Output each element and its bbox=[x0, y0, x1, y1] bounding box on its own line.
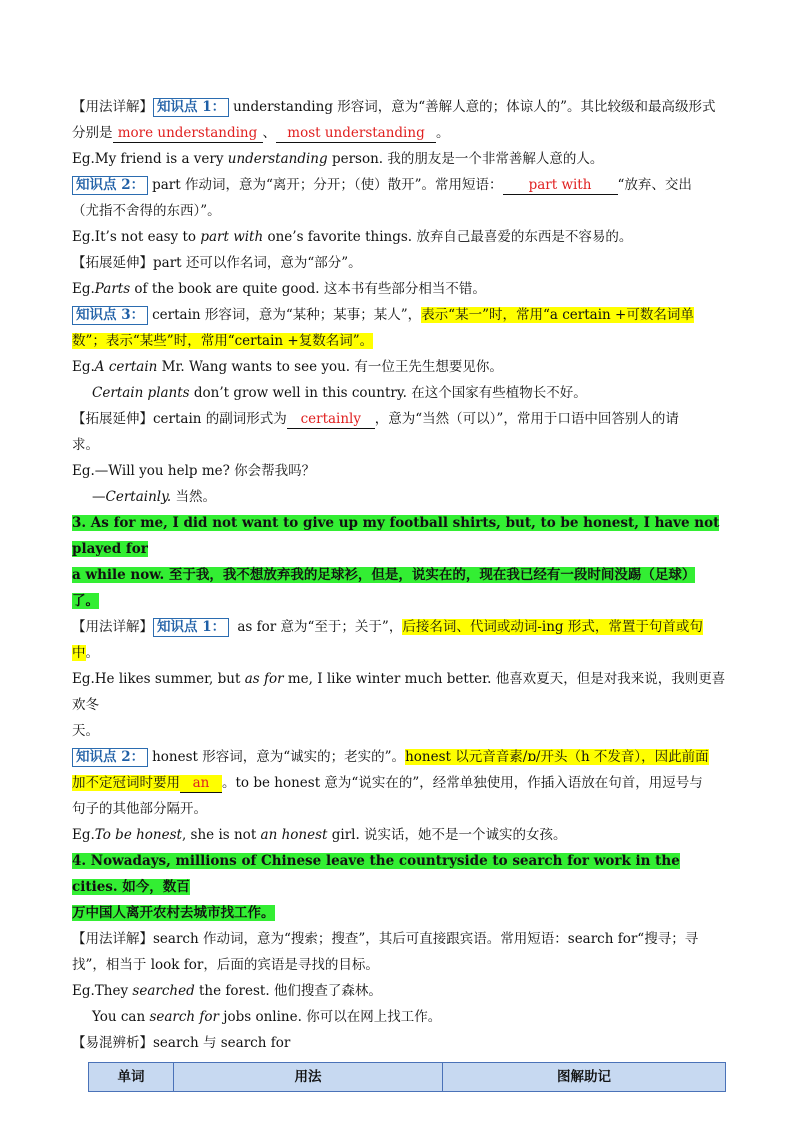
text: jobs online. 你可以在网上找工作。 bbox=[219, 1009, 442, 1025]
paragraph bbox=[72, 302, 728, 328]
example-sentence bbox=[72, 276, 728, 302]
answer-blank: certainly bbox=[287, 411, 375, 429]
paragraph: 句子的其他部分隔开。 bbox=[72, 801, 207, 817]
text: ，意为“当然（可以）”，常用于口语中回答别人的请 bbox=[374, 411, 679, 427]
text: “放弃、交出 bbox=[617, 177, 692, 193]
paragraph: 找”，相当于 look for，后面的宾语是寻找的目标。 bbox=[72, 957, 379, 973]
paragraph: 求。 bbox=[72, 437, 99, 453]
italic-text: Certainly. bbox=[105, 489, 172, 505]
text: You can bbox=[92, 1009, 150, 1025]
example-sentence bbox=[72, 978, 728, 1004]
key-sentence bbox=[72, 510, 728, 562]
text: 分别是 bbox=[72, 125, 113, 141]
italic-text: understanding bbox=[227, 151, 328, 167]
paragraph bbox=[72, 640, 728, 666]
text: 。to be honest 意为“说实在的”，经常单独使用，作插入语放在句首，用逗号与 bbox=[222, 775, 703, 791]
example-sentence bbox=[72, 1004, 728, 1030]
key-sentence bbox=[72, 562, 728, 588]
table-header-cell: 单词 bbox=[89, 1063, 174, 1092]
knowledge-point-label: 知识点 1： bbox=[153, 618, 229, 637]
paragraph: 【拓展延伸】part 还可以作名词，意为“部分”。 bbox=[72, 255, 362, 271]
highlighted-text: 了。 bbox=[72, 593, 99, 609]
paragraph: 天。 bbox=[72, 723, 99, 739]
highlighted-text: 中 bbox=[72, 645, 86, 661]
text: 【拓展延伸】certain 的副词形式为 bbox=[72, 411, 287, 427]
table-header-cell: 图解助记 bbox=[443, 1063, 726, 1092]
knowledge-point-label: 知识点 1： bbox=[153, 98, 229, 117]
text: one’s favorite things. 放弃自己最喜爱的东西是不容易的。 bbox=[263, 229, 633, 245]
italic-text: Parts bbox=[94, 281, 131, 297]
italic-text: an honest bbox=[260, 827, 328, 843]
text: Eg.It’s not easy to bbox=[72, 229, 201, 245]
example-sentence bbox=[72, 484, 728, 510]
answer-blank: more understanding bbox=[113, 125, 263, 143]
example-sentence bbox=[72, 224, 728, 250]
paragraph: （尤指不舍得的东西）”。 bbox=[72, 203, 221, 219]
knowledge-point-label: 知识点 3： bbox=[72, 306, 148, 325]
highlighted-text: 后接名词、代词或动词-ing 形式，常置于句首或句 bbox=[402, 619, 703, 635]
paragraph: 【用法详解】search 作动词，意为“搜索；搜查”，其后可直接跟宾语。常用短语：search for“搜寻；寻 bbox=[72, 931, 699, 947]
text: me, I like winter much better. 他喜欢夏天，但是对我来说，我则更喜欢冬 bbox=[72, 671, 726, 713]
text: Eg. bbox=[72, 827, 95, 843]
text: as for 意为“至于；关于”， bbox=[233, 619, 403, 635]
italic-text: Certain plants bbox=[92, 385, 190, 401]
italic-text: To be honest bbox=[94, 827, 182, 843]
paragraph bbox=[72, 770, 728, 796]
highlighted-text: 万中国人离开农村去城市找工作。 bbox=[72, 905, 275, 921]
italic-text: part with bbox=[200, 229, 264, 245]
answer-blank: most understanding bbox=[276, 125, 436, 143]
italic-text: as for bbox=[244, 671, 284, 687]
italic-text: A certain bbox=[94, 359, 158, 375]
paragraph bbox=[72, 120, 728, 146]
answer-blank: part with bbox=[503, 177, 618, 195]
example-sentence bbox=[72, 146, 728, 172]
paragraph bbox=[72, 614, 728, 640]
text: certain 形容词，意为“某种；某事；某人”， bbox=[152, 307, 422, 323]
example-sentence bbox=[72, 354, 728, 380]
text: — bbox=[92, 489, 106, 505]
text: of the book are quite good. 这本书有些部分相当不错。 bbox=[130, 281, 486, 297]
answer-blank: an bbox=[180, 775, 222, 793]
italic-text: searched bbox=[132, 983, 195, 999]
text: , she is not bbox=[181, 827, 261, 843]
example-sentence bbox=[72, 822, 728, 848]
highlighted-text: a while now. 至于我，我不想放弃我的足球衫，但是，说实在的，现在我已经有一段时间没踢（足球） bbox=[72, 567, 696, 583]
highlighted-text: 3. As for me, I did not want to give up my football shirts, but, to be honest, I have not played for bbox=[72, 515, 720, 557]
paragraph bbox=[72, 94, 728, 120]
section-tag: 【用法详解】 bbox=[72, 99, 153, 115]
table-header-cell: 用法 bbox=[174, 1063, 443, 1092]
text: don’t grow well in this country. 在这个国家有些植物长不好。 bbox=[189, 385, 587, 401]
text: 、 bbox=[262, 125, 276, 141]
text: Eg.My friend is a very bbox=[72, 151, 228, 167]
highlighted-text: 加不定冠词时要用 bbox=[72, 775, 180, 791]
table-header-row bbox=[89, 1063, 726, 1092]
knowledge-point-label: 知识点 2： bbox=[72, 176, 148, 195]
text: Eg. bbox=[72, 359, 95, 375]
highlighted-text: 4. Nowadays, millions of Chinese leave the countryside to search for work in the cities. 如今，数百 bbox=[72, 853, 680, 895]
paragraph bbox=[72, 744, 728, 770]
example-sentence bbox=[72, 666, 728, 718]
paragraph: 【易混辨析】search 与 search for bbox=[72, 1035, 291, 1051]
comparison-table bbox=[88, 1062, 726, 1092]
document-page bbox=[72, 94, 728, 1092]
text: person. 我的朋友是一个非常善解人意的人。 bbox=[327, 151, 604, 167]
text: girl. 说实话，她不是一个诚实的女孩。 bbox=[327, 827, 567, 843]
paragraph bbox=[72, 328, 728, 354]
text: honest 形容词，意为“诚实的；老实的”。 bbox=[152, 749, 406, 765]
key-sentence bbox=[72, 588, 728, 614]
knowledge-point-label: 知识点 2： bbox=[72, 748, 148, 767]
text: part 作动词，意为“离开；分开；（使）散开”。常用短语： bbox=[152, 177, 503, 193]
key-sentence bbox=[72, 848, 728, 900]
text: Mr. Wang wants to see you. 有一位王先生想要见你。 bbox=[157, 359, 503, 375]
italic-text: search for bbox=[149, 1009, 219, 1025]
text: 当然。 bbox=[171, 489, 216, 505]
example-sentence bbox=[72, 380, 728, 406]
text: Eg. bbox=[72, 281, 95, 297]
section-tag: 【用法详解】 bbox=[72, 619, 153, 635]
paragraph bbox=[72, 406, 728, 432]
text: 。 bbox=[436, 125, 450, 141]
paragraph bbox=[72, 172, 728, 198]
text: 。 bbox=[85, 645, 99, 661]
text: Eg.He likes summer, but bbox=[72, 671, 245, 687]
example-sentence: Eg.—Will you help me? 你会帮我吗？ bbox=[72, 463, 316, 479]
text: understanding 形容词，意为“善解人意的；体谅人的”。其比较级和最高级形式 bbox=[233, 99, 716, 115]
highlighted-text: 数”；表示“某些”时，常用“certain +复数名词”。 bbox=[72, 333, 374, 349]
text: the forest. 他们搜查了森林。 bbox=[194, 983, 382, 999]
text: Eg.They bbox=[72, 983, 133, 999]
key-sentence bbox=[72, 900, 728, 926]
highlighted-text: honest 以元音音素/ɒ/开头（h 不发音），因此前面 bbox=[405, 749, 709, 765]
highlighted-text: 表示“某一”时，常用“a certain +可数名词单 bbox=[421, 307, 694, 323]
